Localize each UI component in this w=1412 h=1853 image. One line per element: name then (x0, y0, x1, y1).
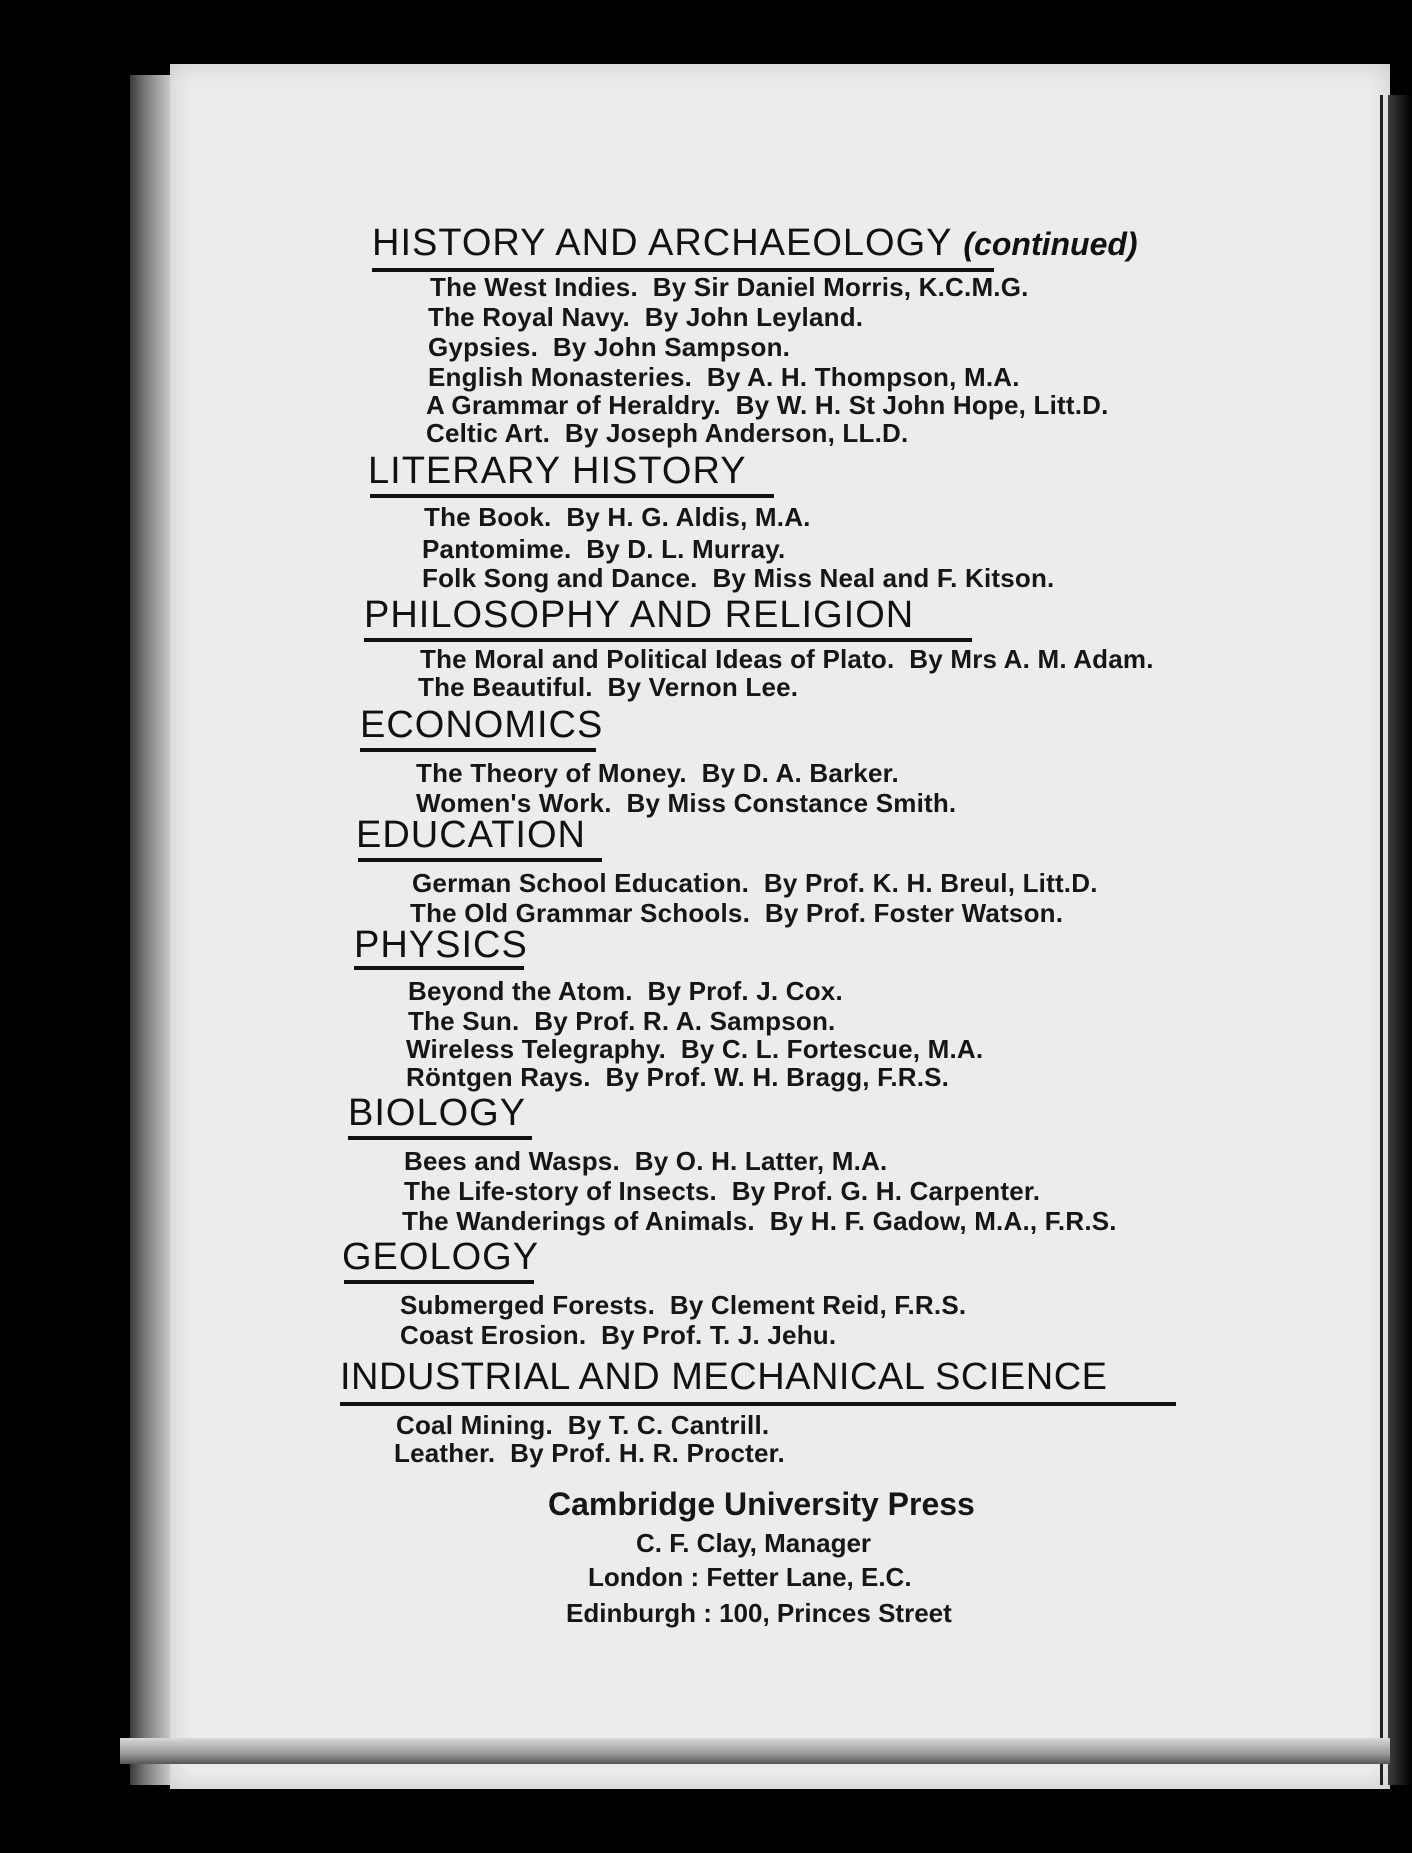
list-item: The Theory of Money. By D. A. Barker. (416, 758, 899, 788)
list-item: Röntgen Rays. By Prof. W. H. Bragg, F.R.S. (406, 1062, 950, 1092)
list-item: The Royal Navy. By John Leyland. (428, 302, 864, 332)
book-left-edge (130, 75, 170, 1785)
book-bottom-edge (120, 1738, 1390, 1764)
list-item: The Sun. By Prof. R. A. Sampson. (408, 1006, 836, 1036)
list-item: Wireless Telegraphy. By C. L. Fortescue, M.A. (406, 1034, 984, 1064)
list-item: German School Education. By Prof. K. H. Breul, Litt.D. (412, 868, 1098, 898)
list-item: Celtic Art. By Joseph Anderson, LL.D. (426, 418, 909, 448)
list-item: The Beautiful. By Vernon Lee. (418, 672, 799, 702)
section-rule (344, 1280, 534, 1284)
section-heading-geology: GEOLOGY (342, 1236, 540, 1278)
list-item: A Grammar of Heraldry. By W. H. St John Hope, Litt.D. (426, 390, 1109, 420)
section-rule (364, 638, 972, 642)
list-item: Women's Work. By Miss Constance Smith. (416, 788, 957, 818)
list-item: The Old Grammar Schools. By Prof. Foster Watson. (410, 898, 1064, 928)
list-item: Coast Erosion. By Prof. T. J. Jehu. (400, 1320, 837, 1350)
section-heading-history (372, 222, 1138, 265)
section-rule (340, 1402, 1176, 1406)
section-rule (360, 748, 596, 752)
section-rule (354, 966, 524, 970)
publisher-edinburgh-address: Edinburgh : 100, Princes Street (566, 1598, 952, 1628)
section-heading-history-title: HISTORY AND ARCHAEOLOGY (372, 222, 952, 264)
list-item: The Moral and Political Ideas of Plato. By Mrs A. M. Adam. (420, 644, 1154, 674)
section-heading-industrial: INDUSTRIAL AND MECHANICAL SCIENCE (340, 1356, 1108, 1398)
section-rule (370, 494, 774, 498)
list-item: English Monasteries. By A. H. Thompson, M.A. (428, 362, 1020, 392)
section-heading-education: EDUCATION (356, 814, 586, 856)
publisher-name: Cambridge University Press (548, 1486, 975, 1522)
list-item: The West Indies. By Sir Daniel Morris, K.C.M.G. (430, 272, 1029, 302)
list-item: The Life-story of Insects. By Prof. G. H. Carpenter. (404, 1176, 1041, 1206)
publisher-london-address: London : Fetter Lane, E.C. (588, 1562, 912, 1592)
section-heading-biology: BIOLOGY (348, 1092, 527, 1134)
section-heading-economics: ECONOMICS (360, 704, 604, 746)
publisher-manager: C. F. Clay, Manager (636, 1528, 872, 1558)
list-item: Beyond the Atom. By Prof. J. Cox. (408, 976, 843, 1006)
list-item: Pantomime. By D. L. Murray. (422, 534, 786, 564)
section-rule (358, 858, 602, 862)
section-heading-philosophy: PHILOSOPHY AND RELIGION (364, 594, 915, 636)
list-item: The Wanderings of Animals. By H. F. Gadow, M.A., F.R.S. (402, 1206, 1117, 1236)
list-item: Folk Song and Dance. By Miss Neal and F. Kitson. (422, 563, 1055, 593)
list-item: Gypsies. By John Sampson. (428, 332, 791, 362)
list-item: Bees and Wasps. By O. H. Latter, M.A. (404, 1146, 888, 1176)
list-item: Coal Mining. By T. C. Cantrill. (396, 1410, 770, 1440)
section-heading-history-note: (continued) (963, 226, 1138, 262)
section-heading-physics: PHYSICS (354, 924, 528, 966)
book-right-edge (1388, 95, 1412, 1785)
page-right-border (1380, 95, 1383, 1785)
section-rule (348, 1136, 532, 1140)
list-item: Submerged Forests. By Clement Reid, F.R.S. (400, 1290, 967, 1320)
list-item: The Book. By H. G. Aldis, M.A. (424, 502, 811, 532)
list-item: Leather. By Prof. H. R. Procter. (394, 1438, 785, 1468)
section-heading-literary-history: LITERARY HISTORY (368, 450, 747, 492)
